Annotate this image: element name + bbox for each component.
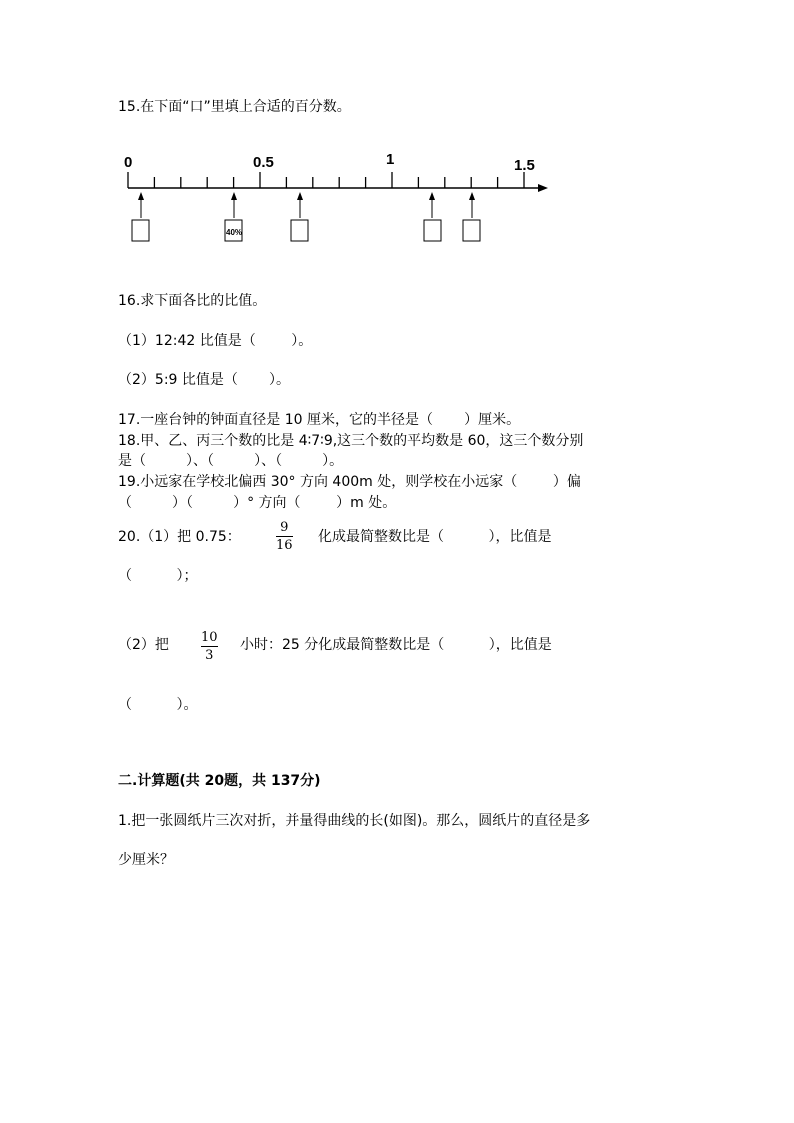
- q20-part1-prefix: 20.（1）把 0.75：: [118, 529, 241, 545]
- q20-part2-prefix: （2）把: [118, 637, 169, 653]
- ruler-label-1: 1: [386, 151, 395, 168]
- pointer-arrows: [138, 192, 475, 218]
- q19-line-2: （ ）（ ）° 方向（ ）m 处。: [118, 495, 397, 511]
- ruler-label-0-5: 0.5: [253, 154, 274, 171]
- fraction-numerator: 9: [280, 520, 289, 535]
- q18-line-2: 是（ ）、（ ）、（ ）。: [118, 453, 344, 469]
- given-percent: 40%: [226, 228, 243, 237]
- fraction-numerator: 10: [201, 630, 218, 645]
- q20-part2-answer: （ ）。: [118, 697, 198, 713]
- fraction-denominator: 3: [205, 648, 214, 663]
- q16-title: 16.求下面各比的比值。: [118, 293, 267, 309]
- q16-item-1: （1）12:42 比值是（ ）。: [118, 333, 313, 349]
- q16-item-2: （2）5:9 比值是（ ）。: [118, 372, 291, 388]
- fraction-bar: [276, 536, 293, 537]
- answer-box-2[interactable]: [291, 220, 308, 241]
- arrow-head: [138, 192, 144, 200]
- ruler-label-1-5: 1.5: [514, 157, 535, 174]
- arrow-head: [429, 192, 435, 200]
- q17-text: 17.一座台钟的钟面直径是 10 厘米，它的半径是（ ）厘米。: [118, 412, 521, 428]
- calc-q1-line-1: 1.把一张圆纸片三次对折，并量得曲线的长(如图)。那么，圆纸片的直径是多: [118, 813, 591, 829]
- fraction-bar: [201, 646, 218, 647]
- q19-line-1: 19.小远家在学校北偏西 30° 方向 400m 处，则学校在小远家（ ）偏: [118, 474, 581, 490]
- number-line-figure: [0, 140, 794, 400]
- axis-line: [128, 184, 548, 192]
- fraction-10-3: [201, 630, 218, 663]
- section-heading: 二.计算题(共 20题，共 137分): [118, 773, 321, 789]
- arrow-head: [297, 192, 303, 200]
- calc-q1-line-2: 少厘米？: [118, 852, 174, 868]
- q18-line-1: 18.甲、乙、丙三个数的比是 4∶7∶9,这三个数的平均数是 60，这三个数分别: [118, 433, 584, 449]
- q20-part2-suffix: 小时：25 分化成最简整数比是（ ），比值是: [240, 637, 552, 653]
- arrow-head: [231, 192, 237, 200]
- ruler-label-0: 0: [124, 154, 133, 171]
- fraction-denominator: 16: [276, 538, 293, 553]
- answer-box-4[interactable]: [463, 220, 480, 241]
- q20-part1-suffix: 化成最简整数比是（ ），比值是: [318, 529, 552, 545]
- answer-box-1[interactable]: [132, 220, 149, 241]
- q20-part1-answer: （ ）；: [118, 568, 198, 584]
- q15-title: 15.在下面“口”里填上合适的百分数。: [118, 99, 351, 115]
- fraction-9-16: [276, 520, 293, 553]
- answer-box-3[interactable]: [424, 220, 441, 241]
- ruler-ticks: [128, 172, 524, 188]
- arrow-head: [469, 192, 475, 200]
